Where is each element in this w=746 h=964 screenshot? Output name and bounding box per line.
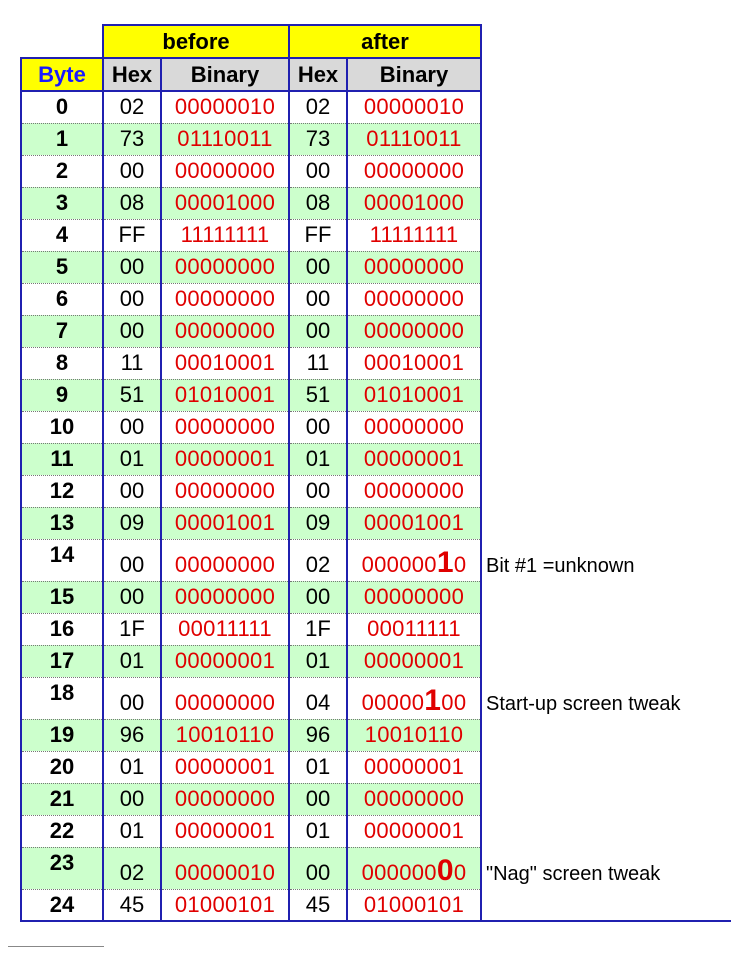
- row-note: [481, 475, 731, 507]
- hex-after-cell: 00: [289, 251, 347, 283]
- row-note: [481, 751, 731, 783]
- row-note: [481, 123, 731, 155]
- byte-index-cell: 17: [21, 645, 103, 677]
- after-header: after: [289, 25, 481, 58]
- binary-before-cell: 00000000: [161, 155, 289, 187]
- hex-after-cell: 00: [289, 283, 347, 315]
- byte-index-cell: 22: [21, 815, 103, 847]
- byte-index-cell: 20: [21, 751, 103, 783]
- binary-after-cell: [347, 539, 481, 581]
- hex-before-cell: 1F: [103, 613, 161, 645]
- binary-before-cell: 00000001: [161, 645, 289, 677]
- hex-before-cell: 00: [103, 411, 161, 443]
- binary-after-suffix: 0: [453, 551, 467, 577]
- binary-before-cell: 01000101: [161, 889, 289, 921]
- hex-after-column-header: Hex: [289, 58, 347, 91]
- hex-after-cell: 96: [289, 719, 347, 751]
- row-note: [481, 379, 731, 411]
- hex-before-cell: 00: [103, 783, 161, 815]
- binary-after-cell: 01110011: [347, 123, 481, 155]
- table-row: [21, 251, 731, 283]
- row-note: [481, 187, 731, 219]
- binary-before-cell: 00000000: [161, 251, 289, 283]
- binary-after-cell: [347, 677, 481, 719]
- table-row: [21, 719, 731, 751]
- byte-index-cell: 19: [21, 719, 103, 751]
- hex-after-cell: 00: [289, 581, 347, 613]
- hex-before-cell: 09: [103, 507, 161, 539]
- table-row: [21, 815, 731, 847]
- row-note: [481, 443, 731, 475]
- row-note: [481, 315, 731, 347]
- row-note: [481, 219, 731, 251]
- binary-after-cell: 00000000: [347, 155, 481, 187]
- hex-after-cell: 01: [289, 751, 347, 783]
- binary-after-cell: 00001001: [347, 507, 481, 539]
- byte-index-cell: 16: [21, 613, 103, 645]
- row-note: [481, 581, 731, 613]
- hex-before-cell: 00: [103, 251, 161, 283]
- hex-after-cell: 00: [289, 411, 347, 443]
- byte-comparison-table: [20, 24, 731, 922]
- hex-before-cell: 00: [103, 581, 161, 613]
- table-row: [21, 475, 731, 507]
- binary-before-cell: 00000000: [161, 581, 289, 613]
- hex-before-column-header: Hex: [103, 58, 161, 91]
- table-row: [21, 581, 731, 613]
- row-note: [481, 507, 731, 539]
- byte-column-header: Byte: [21, 58, 103, 91]
- binary-before-cell: 00000001: [161, 815, 289, 847]
- table-row: [21, 751, 731, 783]
- binary-after-column-header: Binary: [347, 58, 481, 91]
- table-row: [21, 613, 731, 645]
- hex-before-cell: 08: [103, 187, 161, 219]
- row-note: [481, 783, 731, 815]
- hex-before-cell: 00: [103, 677, 161, 719]
- byte-index-cell: 0: [21, 91, 103, 123]
- table-row: [21, 155, 731, 187]
- hex-before-cell: 96: [103, 719, 161, 751]
- hex-before-cell: 00: [103, 475, 161, 507]
- table-row: [21, 379, 731, 411]
- binary-after-prefix: 00000: [361, 689, 425, 715]
- row-note: [481, 889, 731, 921]
- byte-index-cell: 15: [21, 581, 103, 613]
- binary-after-cell: 00000000: [347, 315, 481, 347]
- binary-before-cell: 00000010: [161, 91, 289, 123]
- binary-before-cell: 00000010: [161, 847, 289, 889]
- table-row: [21, 283, 731, 315]
- binary-after-cell: 00000010: [347, 91, 481, 123]
- changed-bit: 1: [436, 545, 454, 579]
- byte-index-cell: 9: [21, 379, 103, 411]
- note-column-header: [481, 58, 731, 91]
- hex-after-cell: 02: [289, 539, 347, 581]
- hex-after-cell: 00: [289, 847, 347, 889]
- binary-before-cell: 01010001: [161, 379, 289, 411]
- hex-before-cell: 01: [103, 645, 161, 677]
- hex-before-cell: 00: [103, 155, 161, 187]
- byte-index-cell: 2: [21, 155, 103, 187]
- table-row: [21, 411, 731, 443]
- byte-index-cell: 12: [21, 475, 103, 507]
- binary-before-cell: 00000001: [161, 751, 289, 783]
- binary-before-cell: 01110011: [161, 123, 289, 155]
- row-note: Start-up screen tweak: [481, 677, 731, 719]
- byte-index-cell: 4: [21, 219, 103, 251]
- binary-before-cell: 00011111: [161, 613, 289, 645]
- binary-after-suffix: 0: [453, 859, 467, 885]
- hex-before-cell: 01: [103, 815, 161, 847]
- hex-after-cell: 51: [289, 379, 347, 411]
- row-note: [481, 411, 731, 443]
- binary-before-cell: 10010110: [161, 719, 289, 751]
- before-header: before: [103, 25, 289, 58]
- hex-after-cell: 00: [289, 315, 347, 347]
- changed-bit: 1: [424, 683, 442, 717]
- hex-before-cell: 01: [103, 751, 161, 783]
- table-row: [21, 315, 731, 347]
- hex-after-cell: 00: [289, 783, 347, 815]
- binary-before-cell: 00000000: [161, 315, 289, 347]
- binary-after-cell: 00010001: [347, 347, 481, 379]
- hex-after-cell: 08: [289, 187, 347, 219]
- byte-index-cell: 11: [21, 443, 103, 475]
- table-row: [21, 539, 731, 581]
- hex-before-cell: 45: [103, 889, 161, 921]
- byte-index-cell: 13: [21, 507, 103, 539]
- binary-after-cell: 00000001: [347, 443, 481, 475]
- binary-before-cell: 00000000: [161, 783, 289, 815]
- binary-before-cell: 00000000: [161, 677, 289, 719]
- byte-index-cell: 24: [21, 889, 103, 921]
- byte-index-cell: 10: [21, 411, 103, 443]
- bottom-rule: [8, 946, 104, 947]
- table-row: [21, 645, 731, 677]
- binary-before-cell: 00001001: [161, 507, 289, 539]
- hex-before-cell: 00: [103, 539, 161, 581]
- binary-after-cell: 10010110: [347, 719, 481, 751]
- byte-index-cell: 3: [21, 187, 103, 219]
- row-note: [481, 815, 731, 847]
- binary-after-cell: [347, 847, 481, 889]
- binary-before-cell: 00000000: [161, 411, 289, 443]
- binary-before-cell: 11111111: [161, 219, 289, 251]
- hex-after-cell: 09: [289, 507, 347, 539]
- table-row: [21, 889, 731, 921]
- binary-after-prefix: 000000: [361, 859, 437, 885]
- hex-after-cell: 00: [289, 155, 347, 187]
- binary-after-cell: 00000000: [347, 251, 481, 283]
- byte-index-cell: 18: [21, 677, 103, 719]
- binary-after-cell: 01000101: [347, 889, 481, 921]
- hex-before-cell: 51: [103, 379, 161, 411]
- binary-after-cell: 11111111: [347, 219, 481, 251]
- byte-index-cell: 1: [21, 123, 103, 155]
- table-row: [21, 91, 731, 123]
- table-row: [21, 677, 731, 719]
- binary-before-cell: 00000000: [161, 283, 289, 315]
- binary-after-cell: 00000000: [347, 475, 481, 507]
- hex-after-cell: 45: [289, 889, 347, 921]
- hex-after-cell: 1F: [289, 613, 347, 645]
- byte-index-cell: 5: [21, 251, 103, 283]
- hex-after-cell: 02: [289, 91, 347, 123]
- binary-after-cell: 01010001: [347, 379, 481, 411]
- table-row: [21, 847, 731, 889]
- hex-before-cell: 73: [103, 123, 161, 155]
- binary-before-column-header: Binary: [161, 58, 289, 91]
- changed-bit: 0: [436, 853, 454, 887]
- row-note: [481, 719, 731, 751]
- byte-index-cell: 7: [21, 315, 103, 347]
- row-note: [481, 251, 731, 283]
- note-header-spacer: [481, 25, 731, 58]
- hex-after-cell: 00: [289, 475, 347, 507]
- binary-before-cell: 00000000: [161, 539, 289, 581]
- table-row: [21, 219, 731, 251]
- binary-after-prefix: 000000: [361, 551, 437, 577]
- hex-after-cell: 01: [289, 815, 347, 847]
- binary-after-cell: 00000000: [347, 411, 481, 443]
- byte-index-cell: 14: [21, 539, 103, 581]
- hex-after-cell: 73: [289, 123, 347, 155]
- row-note: [481, 645, 731, 677]
- table-row: [21, 783, 731, 815]
- binary-after-cell: 00000000: [347, 783, 481, 815]
- row-note: [481, 613, 731, 645]
- hex-after-cell: 01: [289, 443, 347, 475]
- binary-before-cell: 00001000: [161, 187, 289, 219]
- row-note: Bit #1 =unknown: [481, 539, 731, 581]
- table-row: [21, 123, 731, 155]
- byte-index-cell: 23: [21, 847, 103, 889]
- binary-after-cell: 00000000: [347, 581, 481, 613]
- hex-before-cell: FF: [103, 219, 161, 251]
- binary-after-cell: 00011111: [347, 613, 481, 645]
- hex-before-cell: 00: [103, 283, 161, 315]
- header-spacer: [21, 25, 103, 58]
- byte-index-cell: 6: [21, 283, 103, 315]
- table-row: [21, 443, 731, 475]
- table-row: [21, 187, 731, 219]
- binary-after-cell: 00001000: [347, 187, 481, 219]
- row-note: [481, 283, 731, 315]
- row-note: [481, 155, 731, 187]
- row-note: "Nag" screen tweak: [481, 847, 731, 889]
- hex-after-cell: 11: [289, 347, 347, 379]
- hex-after-cell: FF: [289, 219, 347, 251]
- hex-after-cell: 04: [289, 677, 347, 719]
- hex-before-cell: 11: [103, 347, 161, 379]
- byte-index-cell: 21: [21, 783, 103, 815]
- binary-before-cell: 00000000: [161, 475, 289, 507]
- table-row: [21, 507, 731, 539]
- binary-before-cell: 00000001: [161, 443, 289, 475]
- table-row: [21, 347, 731, 379]
- binary-after-cell: 00000000: [347, 283, 481, 315]
- row-note: [481, 347, 731, 379]
- binary-after-cell: 00000001: [347, 645, 481, 677]
- hex-before-cell: 02: [103, 91, 161, 123]
- row-note: [481, 91, 731, 123]
- hex-before-cell: 00: [103, 315, 161, 347]
- binary-before-cell: 00010001: [161, 347, 289, 379]
- hex-after-cell: 01: [289, 645, 347, 677]
- hex-before-cell: 02: [103, 847, 161, 889]
- binary-after-cell: 00000001: [347, 751, 481, 783]
- binary-after-cell: 00000001: [347, 815, 481, 847]
- byte-index-cell: 8: [21, 347, 103, 379]
- binary-after-suffix: 00: [441, 689, 467, 715]
- hex-before-cell: 01: [103, 443, 161, 475]
